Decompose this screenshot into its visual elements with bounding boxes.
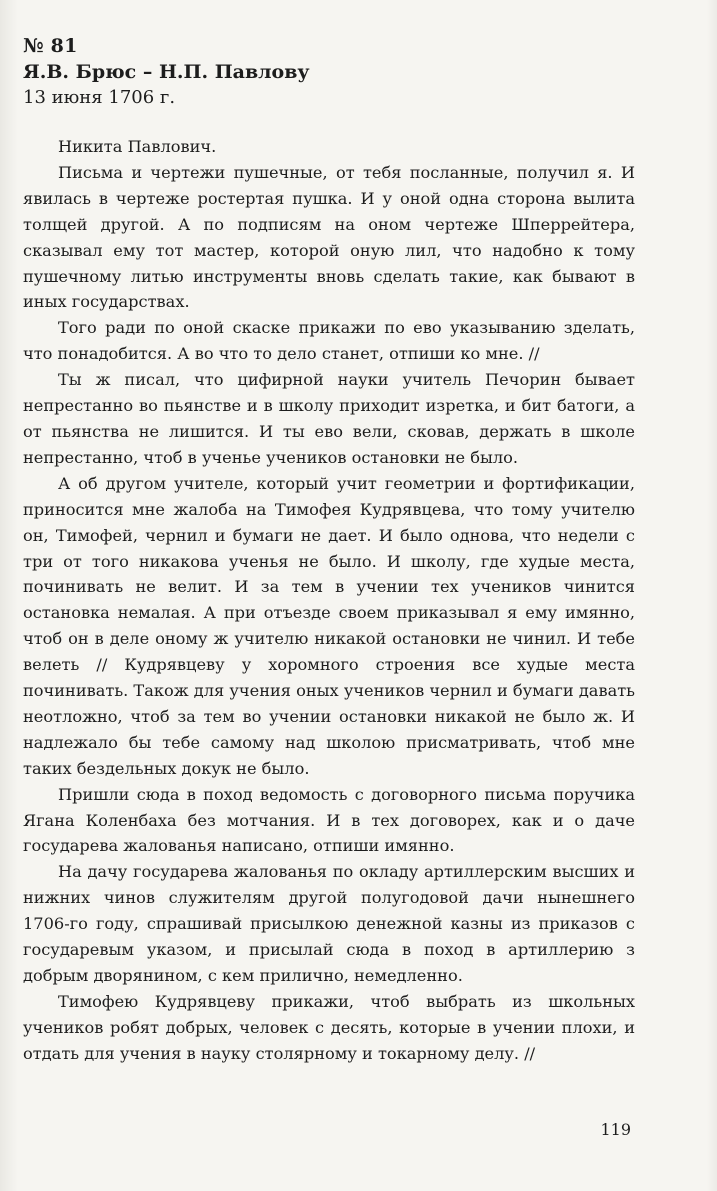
letter-paragraph: Того ради по оной скаске прикажи по ево указыванию зделать, что понадобится. А во что то дело станет, отпиши ко мне. // (23, 318, 635, 364)
page-edge-shadow (707, 0, 717, 1191)
letter-paragraph: Ты ж писал, что цифирной науки учитель Печорин бывает непрестанно во пьянстве и в школу приходит изретка, и бит батоги, а от пьянства не лишится. И ты ево вели, сковав, держать в школе непрестанно, чтоб в ученье учеников остановки не было. (23, 370, 635, 467)
document-header (23, 33, 663, 111)
letter-body (23, 134, 635, 1067)
letter-paragraph: А об другом учителе, который учит геометрии и фортификации, приносится мне жалоба на Тимофея Кудрявцева, что тому учителю он, Тимофей, чернил и бумаги не дает. И было однова, что недели с три от того никакова ученья не было. И школу, где худые места, починивать не велит. И за тем в учении тех учеников чинится остановка немалая. А при отъезде своем приказывал я ему имянно, чтоб он в деле оному ж учителю никакой остановки не чинил. И тебе велеть // Кудрявцеву у хоромного строения все худые места починивать. Також для учения оных учеников чернил и бумаги давать неотложно, чтоб за тем во учении остановки никакой не было ж. И надлежало бы тебе самому над школою присматривать, чтоб мне таких бездельных докук не было. (23, 473, 635, 778)
letter-paragraph: Тимофею Кудрявцеву прикажи, чтоб выбрать из школьных учеников робят добрых, человек с десять, которые в учении плохи, и отдать для учения в науку столярному и токарному делу. // (23, 991, 635, 1063)
page-number: 119 (600, 1120, 631, 1139)
document-date: 13 июня 1706 г. (23, 87, 176, 108)
document-number: № 81 (23, 35, 78, 57)
letter-paragraph: На дачу государева жалованья по окладу артиллерским высших и нижних чинов служителям другой полугодовой дачи нынешнего 1706-го году, спрашивай присылкою денежной казны из приказов с государевым указом, и присылай сюда в поход в артиллерию з добрым дворянином, с кем прилично, немедленно. (23, 862, 635, 985)
letter-paragraph: Пришли сюда в поход ведомость с договорного письма поручика Ягана Коленбаха без мотчания. И в тех договорех, как и о даче государева жалованья написано, отпиши имянно. (23, 784, 635, 856)
document-title: Я.В. Брюс – Н.П. Павлову (23, 61, 310, 83)
letter-salutation: Никита Павлович. (58, 137, 217, 156)
letter-paragraph: Письма и чертежи пушечные, от тебя посланные, получил я. И явилась в чертеже ростертая пушка. И у оной одна сторона вылита толщей другой. А по подписям на оном чертеже Шперрейтера, сказывал ему тот мастер, которой оную лил, что надобно к тому пушечному литью инструменты вновь сделать такие, как бывают в иных государствах. (23, 162, 635, 312)
